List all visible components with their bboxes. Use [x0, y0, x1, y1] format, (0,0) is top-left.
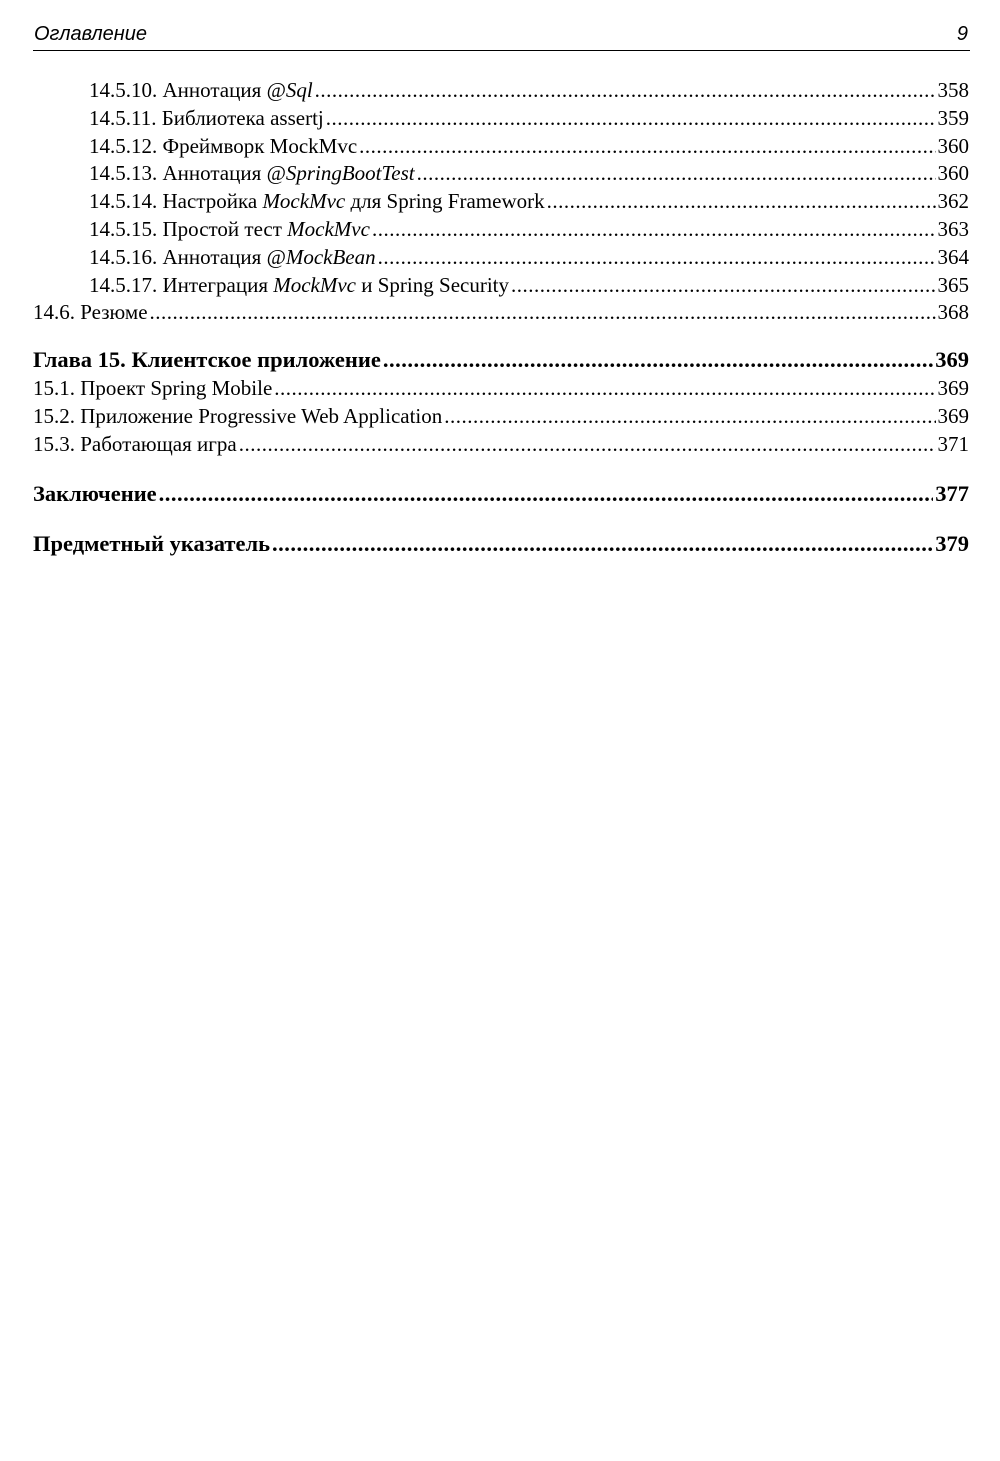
toc-page-number: 369: [937, 403, 969, 428]
toc-page-number: 365: [937, 272, 969, 297]
toc-entry-14-5-12[interactable]: [33, 133, 969, 161]
running-title: Оглавление: [34, 23, 148, 45]
toc-entry-title: 14.5.16. Аннотация @MockBean: [89, 244, 376, 269]
toc-conclusion[interactable]: [33, 479, 969, 509]
dot-leader: [417, 160, 936, 188]
toc-page-number: 358: [937, 78, 969, 102]
dot-leader: [359, 133, 935, 161]
toc-page-number: 362: [937, 189, 969, 214]
toc-subject-index[interactable]: [33, 529, 969, 559]
toc-entry-14-5-15[interactable]: [33, 216, 969, 244]
toc-page-number: 369: [935, 347, 969, 373]
toc-chapter-15[interactable]: [33, 345, 969, 375]
dot-leader: [378, 244, 936, 272]
toc-entry-14-6[interactable]: [33, 299, 969, 327]
dot-leader: [150, 299, 936, 327]
toc-entry-title: 15.1. Проект Spring Mobile: [33, 376, 273, 401]
toc-entry-title: 14.5.13. Аннотация @SpringBootTest: [89, 161, 415, 186]
toc-entry-title: 14.5.10. Аннотация @Sql: [89, 78, 313, 102]
toc-entry-14-5-13[interactable]: [33, 160, 969, 188]
dot-leader: [511, 272, 936, 300]
dot-leader: [159, 479, 934, 509]
dot-leader: [239, 431, 936, 459]
toc-entry-title: 15.2. Приложение Progressive Web Application: [33, 403, 443, 428]
toc-page-number: 359: [937, 105, 969, 130]
toc-entry-14-5-17[interactable]: [33, 272, 969, 300]
toc-entry-title: 14.5.17. Интеграция MockMvc и Spring Security: [89, 272, 509, 297]
toc-entry-14-5-10[interactable]: [33, 77, 969, 105]
toc-page-number: 379: [935, 530, 969, 556]
page-header: [33, 22, 970, 51]
table-of-contents: [33, 77, 969, 559]
toc-chapter-title: Предметный указатель: [33, 530, 270, 556]
toc-entry-title: 14.6. Резюме: [33, 300, 148, 325]
toc-entry-title: 15.3. Работающая игра: [33, 431, 237, 456]
toc-entry-15-2[interactable]: [33, 403, 969, 431]
toc-page-number: 368: [937, 300, 969, 325]
toc-entry-title: 14.5.15. Простой тест MockMvc: [89, 216, 370, 241]
dot-leader: [326, 105, 936, 133]
toc-page-number: 371: [937, 431, 969, 456]
toc-page-number: 364: [937, 244, 969, 269]
dot-leader: [383, 345, 933, 375]
dot-leader: [315, 77, 936, 105]
dot-leader: [444, 403, 935, 431]
toc-entry-title: 14.5.14. Настройка MockMvc для Spring Framework: [89, 189, 545, 214]
dot-leader: [372, 216, 936, 244]
toc-entry-title: 14.5.11. Библиотека assertj: [89, 105, 324, 130]
toc-page-number: 360: [937, 133, 969, 158]
toc-entry-14-5-11[interactable]: [33, 105, 969, 133]
dot-leader: [274, 375, 935, 403]
toc-page-number: 369: [937, 376, 969, 401]
toc-chapter-title: Заключение: [33, 480, 157, 506]
dot-leader: [547, 188, 936, 216]
toc-entry-title: 14.5.12. Фреймворк MockMvc: [89, 133, 358, 158]
toc-chapter-title: Глава 15. Клиентское приложение: [33, 347, 381, 373]
toc-page-number: 360: [937, 161, 969, 186]
toc-entry-14-5-16[interactable]: [33, 244, 969, 272]
page-number: 9: [956, 23, 968, 45]
toc-entry-14-5-14[interactable]: [33, 188, 969, 216]
toc-entry-15-3[interactable]: [33, 431, 969, 459]
toc-page-number: 377: [935, 480, 969, 506]
toc-entry-15-1[interactable]: [33, 375, 969, 403]
dot-leader: [272, 529, 933, 559]
toc-page-number: 363: [937, 216, 969, 241]
